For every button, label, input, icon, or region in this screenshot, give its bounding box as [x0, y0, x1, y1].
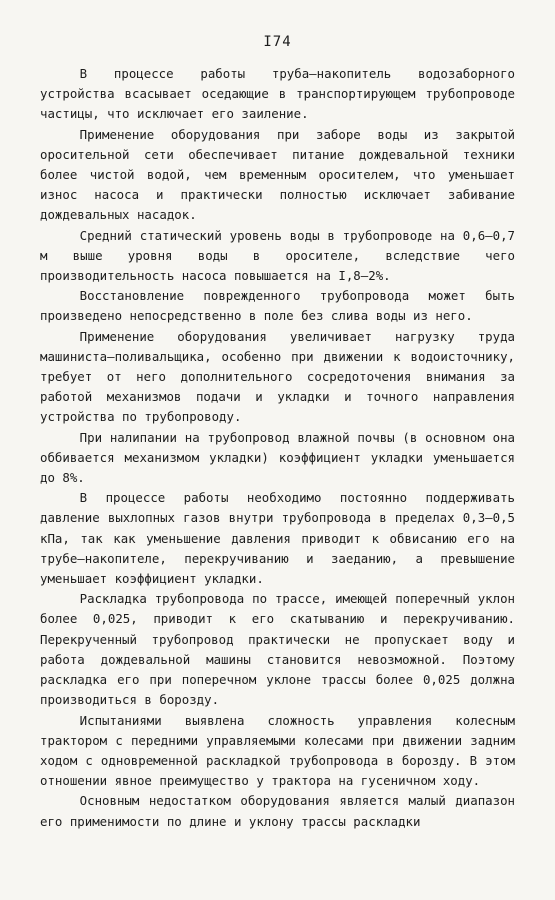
paragraph-static-level: Средний статический уровень воды в трубопроводе на 0,6–0,7 м выше уровня воды в оросителе, вследствие чего производительность насоса повышается на I,8–2%. [40, 227, 515, 284]
paragraph-repair: Восстановление поврежденного трубопровода может быть произведено непосредственно в поле без слива воды из него. [40, 288, 515, 324]
paragraph-water-intake: В процессе работы труба–накопитель водозаборного устройства всасывает оседающие в транспортирующем трубопроводе частицы, что исключает его заиление. [40, 66, 515, 122]
paragraph-gas-pressure: В процессе работы необходимо постоянно поддерживать давление выхлопных газов внутри трубопровода в пределах 0,3–0,5 кПа, так как уменьшение давления приводит к обвисанию его на трубе–накопителе, перекручиванию и заеданию, а превышение уменьшает коэффициент укладки. [40, 490, 515, 587]
paragraph-operator-load: Применение оборудования увеличивает нагрузку труда машиниста–поливальщика, особенно при движении к водоисточнику, требует от него дополнительного сосредоточения внимания за работой механизмов подачи и укладки и точного направления устройства по трубопроводу. [40, 328, 515, 425]
paragraph-wet-soil: При налипании на трубопровод влажной почвы (в основном она оббивается механизмом укладки) коэффициент укладки уменьшается до 8%. [40, 429, 515, 486]
paragraph-cross-slope: Раскладка трубопровода по трассе, имеющей поперечный уклон более 0,025, приводит к его скатыванию и перекручиванию. Перекрученный трубопровод практически не пропускает воду и работа дождевальной машины становится невозможной. Поэтому раскладка его при поперечном уклоне трассы более 0,025 должна производиться в борозду. [40, 591, 515, 708]
paragraph-clean-water: Применение оборудования при заборе воды из закрытой оросительной сети обеспечивает питание дождевальной техники более чистой водой, чем временным оросителем, что уменьшает износ насоса и практически полностью исключает забивание дождевальных насадок. [40, 126, 515, 223]
paragraph-main-drawback: Основным недостатком оборудования является малый диапазон его применимости по длине и уклону трассы раскладки [40, 793, 515, 829]
paragraph-tractor-steering: Испытаниями выявлена сложность управления колесным трактором с передними управляемыми колесами при движении задним ходом с одновременной раскладкой трубопровода в борозду. В этом отношении явное преимущество у трактора на гусеничном ходу. [40, 712, 515, 789]
page-number: I74 [263, 34, 292, 50]
